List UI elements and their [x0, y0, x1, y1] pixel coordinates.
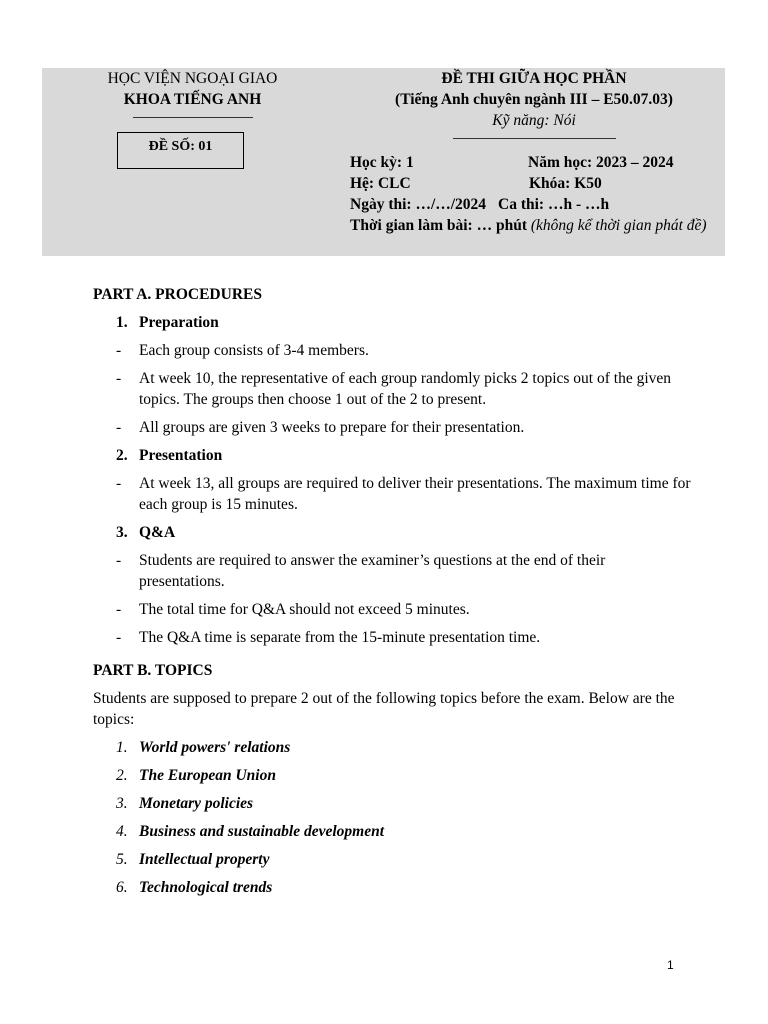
- institution-name: HỌC VIỆN NGOẠI GIAO: [107, 70, 278, 87]
- faculty-name: KHOA TIẾNG ANH: [123, 91, 262, 108]
- bullet-dash: -: [116, 601, 122, 618]
- list-item-text: The Q&A time is separate from the 15-minute presentation time.: [139, 629, 541, 646]
- part-a-title: PART A. PROCEDURES: [93, 286, 262, 303]
- exam-title: ĐỀ THI GIỮA HỌC PHẦN: [441, 70, 627, 87]
- topic-item: [93, 737, 693, 758]
- part-b-title: PART B. TOPICS: [93, 662, 213, 679]
- topic-number: 5.: [116, 851, 128, 868]
- bullet-dash: -: [116, 475, 122, 492]
- section-number: 1.: [116, 314, 128, 331]
- topic-number: 3.: [116, 795, 128, 812]
- topic-label: Monetary policies: [139, 795, 254, 812]
- topic-label: The European Union: [139, 767, 276, 784]
- list-item-text: At week 10, the representative of each group randomly picks 2 topics out of the given topics. The groups then choose 1 out of the 2 to present.: [139, 370, 672, 408]
- section-title: Preparation: [139, 314, 219, 331]
- exam-info-block: [343, 68, 725, 234]
- topic-label: Intellectual property: [139, 851, 270, 868]
- section-number: 3.: [116, 524, 128, 541]
- topic-label: Technological trends: [139, 879, 273, 896]
- list-item: [93, 599, 693, 620]
- topic-item: [93, 793, 693, 814]
- bullet-dash: -: [116, 342, 122, 359]
- topic-number: 4.: [116, 823, 128, 840]
- exam-body: [93, 284, 693, 898]
- course-name: (Tiếng Anh chuyên ngành III – E50.07.03): [395, 91, 673, 108]
- list-item: [93, 417, 693, 438]
- list-item: [93, 473, 693, 515]
- exam-duration: [350, 215, 720, 236]
- bullet-dash: -: [116, 629, 122, 646]
- topic-item: [93, 821, 693, 842]
- topic-item: [93, 849, 693, 870]
- bullet-dash: -: [116, 552, 122, 569]
- skill-label: Kỹ năng: Nói: [492, 112, 576, 129]
- section-number: 2.: [116, 447, 128, 464]
- bullet-dash: -: [116, 370, 122, 387]
- semester: Học kỳ: 1: [350, 154, 414, 171]
- duration-note: (không kể thời gian phát đề): [530, 217, 707, 234]
- institution-block: [42, 68, 343, 118]
- section-heading: [93, 522, 693, 543]
- section-heading: [93, 312, 693, 333]
- list-item: [93, 340, 693, 361]
- list-item: [93, 627, 693, 648]
- topics-intro: Students are supposed to prepare 2 out of the following topics before the exam. Below are the topics:: [93, 690, 675, 728]
- list-item-text: Each group consists of 3-4 members.: [139, 342, 369, 359]
- exam-header: [42, 68, 725, 256]
- list-item: [93, 550, 693, 592]
- list-item-text: Students are required to answer the examiner’s questions at the end of their presentations.: [139, 552, 606, 590]
- topic-number: 6.: [116, 879, 128, 896]
- list-item: [93, 368, 693, 410]
- topic-item: [93, 877, 693, 898]
- title-divider: [453, 138, 616, 139]
- exam-date: Ngày thi: …/…/2024: [350, 196, 487, 213]
- section-heading: [93, 445, 693, 466]
- section-title: Presentation: [139, 447, 223, 464]
- bullet-dash: -: [116, 419, 122, 436]
- section-title: Q&A: [139, 524, 176, 541]
- list-item-text: At week 13, all groups are required to deliver their presentations. The maximum time for each group is 15 minutes.: [139, 475, 691, 513]
- exam-shift: Ca thi: …h - …h: [498, 196, 610, 213]
- program: Hệ: CLC: [350, 175, 411, 192]
- topic-label: World powers' relations: [139, 739, 291, 756]
- topic-item: [93, 765, 693, 786]
- exam-code-box: ĐỀ SỐ: 01: [117, 132, 244, 169]
- topic-label: Business and sustainable development: [139, 823, 385, 840]
- topic-number: 2.: [116, 767, 128, 784]
- list-item-text: All groups are given 3 weeks to prepare for their presentation.: [139, 419, 525, 436]
- page-number: 1: [667, 958, 674, 972]
- exam-details: [350, 152, 720, 236]
- topic-number: 1.: [116, 739, 128, 756]
- list-item-text: The total time for Q&A should not exceed 5 minutes.: [139, 601, 470, 618]
- cohort: Khóa: K50: [529, 175, 602, 192]
- school-year: Năm học: 2023 – 2024: [528, 154, 674, 171]
- duration-label: Thời gian làm bài: … phút: [350, 217, 527, 234]
- institution-divider: [133, 117, 253, 118]
